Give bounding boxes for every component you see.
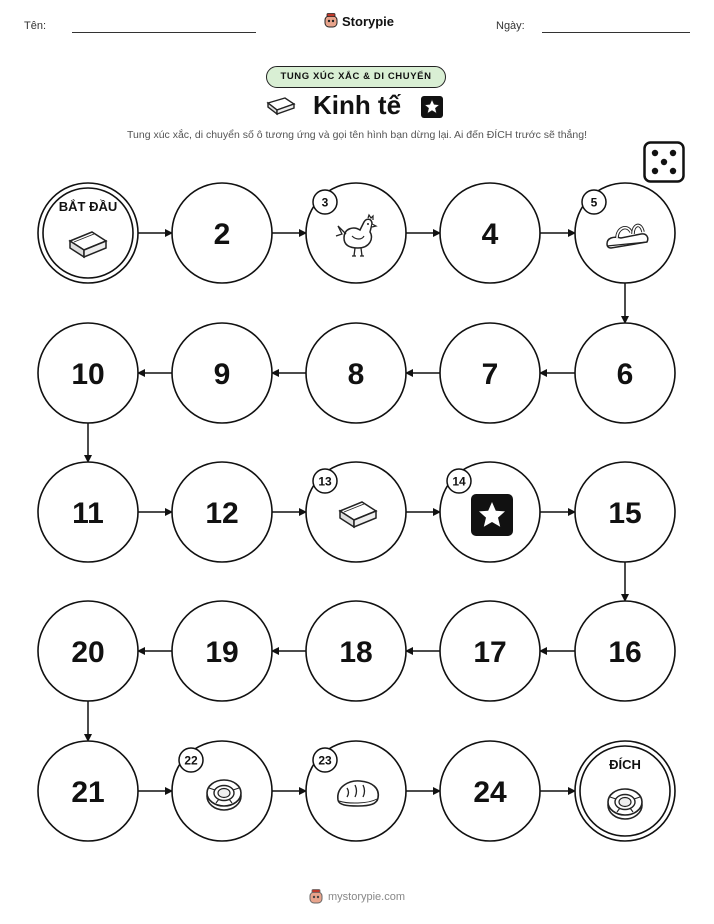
- coin-icon: [608, 789, 642, 819]
- space-number: 24: [473, 776, 507, 809]
- board-space[interactable]: [38, 323, 138, 423]
- board-space[interactable]: [306, 741, 406, 841]
- board-space[interactable]: [38, 741, 138, 841]
- space-number: 15: [608, 497, 642, 530]
- space-number: 19: [205, 636, 239, 669]
- board-space[interactable]: [172, 183, 272, 283]
- space-number-badge: 13: [318, 474, 332, 489]
- board-space[interactable]: [38, 601, 138, 701]
- footer: [309, 889, 405, 905]
- space-number-badge: 5: [590, 195, 598, 210]
- name-label: Tên:: [24, 20, 47, 32]
- board-space[interactable]: [306, 601, 406, 701]
- space-number: 6: [616, 358, 634, 391]
- page-title: Kinh tế: [312, 90, 402, 120]
- board-space[interactable]: [575, 183, 675, 283]
- space-number: 20: [71, 636, 105, 669]
- board-space[interactable]: [440, 323, 540, 423]
- finish-space[interactable]: [575, 741, 675, 841]
- board-space[interactable]: [306, 323, 406, 423]
- bread-icon: [338, 781, 378, 806]
- space-number: 16: [608, 636, 642, 669]
- start-space[interactable]: [38, 183, 138, 283]
- board-space[interactable]: [172, 741, 272, 841]
- space-number: 2: [213, 218, 231, 251]
- finish-label: ĐÍCH: [609, 757, 641, 772]
- space-number-badge: 22: [184, 753, 198, 768]
- board-space[interactable]: [575, 462, 675, 562]
- space-number: 8: [347, 358, 365, 391]
- space-number: 9: [213, 358, 231, 391]
- brand-name: Storypie: [342, 13, 395, 29]
- board-space[interactable]: [38, 462, 138, 562]
- footer-site: mystorypie.com: [328, 891, 406, 903]
- board-space[interactable]: [306, 462, 406, 562]
- space-number: 17: [473, 636, 507, 669]
- board-space[interactable]: [575, 323, 675, 423]
- space-number-badge: 14: [452, 474, 466, 489]
- space-number-badge: 23: [318, 753, 332, 768]
- space-number: 12: [205, 497, 239, 530]
- space-number: 21: [71, 776, 105, 809]
- board-space[interactable]: [172, 462, 272, 562]
- board-space[interactable]: [440, 183, 540, 283]
- board-space[interactable]: [306, 183, 406, 283]
- board-space[interactable]: [440, 601, 540, 701]
- board-space[interactable]: [575, 601, 675, 701]
- date-label: Ngày:: [496, 20, 525, 32]
- space-number: 7: [481, 358, 499, 391]
- board-space[interactable]: [172, 323, 272, 423]
- board-space[interactable]: [440, 462, 540, 562]
- instructions: Tung xúc xắc, di chuyển số ô tương ứng và gọi tên hình bạn dừng lại. Ai đến ĐÍCH trước sẽ thắng!: [126, 129, 587, 141]
- space-number: 4: [481, 218, 499, 251]
- space-number-badge: 3: [321, 195, 329, 210]
- board-space[interactable]: [440, 741, 540, 841]
- activity-tag: TUNG XÚC XẮC & DI CHUYỂN: [266, 66, 446, 88]
- coin-icon: [207, 780, 241, 810]
- space-number: 10: [71, 358, 105, 391]
- brand-mascot-icon: [309, 889, 323, 905]
- space-number: 11: [72, 497, 104, 530]
- space-number: 18: [339, 636, 373, 669]
- star-icon: [471, 494, 513, 536]
- start-label: BẮT ĐẦU: [58, 199, 118, 214]
- board-space[interactable]: [172, 601, 272, 701]
